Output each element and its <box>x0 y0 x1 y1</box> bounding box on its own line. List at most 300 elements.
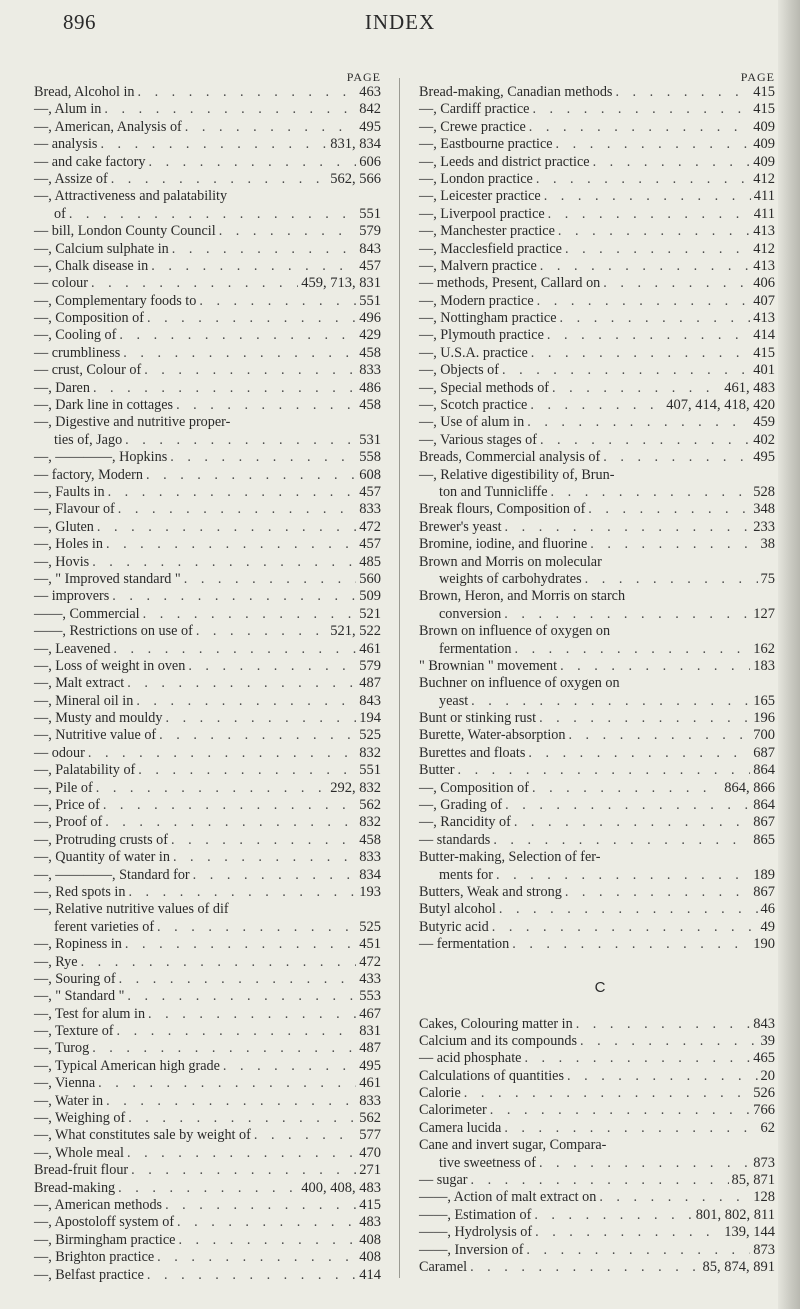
entry-term: —, U.S.A. practice <box>419 344 528 361</box>
leader-dots <box>165 1197 356 1214</box>
entry-term: —, Malvern practice <box>419 257 537 274</box>
leader-dots <box>69 206 356 223</box>
index-entry <box>34 380 381 397</box>
entry-term: " Brownian " movement <box>419 657 558 674</box>
leader-dots <box>560 658 750 675</box>
entry-page-ref: 46 <box>760 901 775 918</box>
entry-page-ref: 834 <box>359 866 381 883</box>
leader-dots <box>534 1207 692 1224</box>
entry-term: —, Macclesfield practice <box>419 240 562 257</box>
leader-dots <box>125 936 356 953</box>
index-entry <box>34 188 381 205</box>
index-entry <box>419 223 775 240</box>
entry-page-ref: 467 <box>359 1005 381 1022</box>
leader-dots <box>128 884 356 901</box>
entry-term: — analysis <box>34 136 98 153</box>
left-column <box>34 70 381 1284</box>
leader-dots <box>188 658 356 675</box>
entry-page-ref: 525 <box>359 918 381 935</box>
page-edge <box>778 0 800 1309</box>
index-entry <box>419 241 775 258</box>
index-entry <box>34 658 381 675</box>
leader-dots <box>172 241 356 258</box>
page-title: INDEX <box>364 10 436 34</box>
entry-term: — crust, Colour of <box>34 362 142 379</box>
entry-page-ref: 458 <box>359 831 381 848</box>
entry-term: —, Relative nutritive values of dif <box>34 901 229 918</box>
entry-term: —, Turog <box>34 1040 90 1057</box>
index-entry <box>419 1189 775 1206</box>
index-entry <box>34 1058 381 1075</box>
entry-page-ref: 38 <box>760 536 775 553</box>
entry-term: —, Composition of <box>34 310 144 327</box>
entry-page-ref: 39 <box>760 1032 775 1049</box>
entry-page-ref: 415 <box>753 101 775 118</box>
entry-page-ref: 411 <box>753 188 775 205</box>
entry-term: —, Dark line in cottages <box>34 397 174 414</box>
right-column <box>419 70 775 1276</box>
index-entry <box>34 345 381 362</box>
entry-page-ref: 407 <box>753 292 775 309</box>
index-entry <box>34 901 381 918</box>
entry-page-ref: 528 <box>753 483 775 500</box>
leader-dots <box>100 136 327 153</box>
entry-term: —, Gluten <box>34 518 94 535</box>
entry-term: —, Birmingham practice <box>34 1231 176 1248</box>
entry-term: —, Apostoloff system of <box>34 1214 175 1231</box>
entry-term: Burettes and floats <box>419 744 526 761</box>
leader-dots <box>185 119 356 136</box>
index-entry <box>419 432 775 449</box>
entry-page-ref: 496 <box>359 310 381 327</box>
entry-term: ments for <box>439 866 493 883</box>
index-entry <box>419 414 775 431</box>
entry-term: —, Price of <box>34 797 100 814</box>
entry-page-ref: 608 <box>359 466 381 483</box>
entry-term: —, Brighton practice <box>34 1249 155 1266</box>
entry-page-ref: 162 <box>753 640 775 657</box>
leader-dots <box>530 397 663 414</box>
entry-page-ref: 843 <box>359 240 381 257</box>
entry-term: —, Pile of <box>34 779 93 796</box>
leader-dots <box>593 154 751 171</box>
leader-dots <box>104 101 356 118</box>
entry-term: Bread-making, Canadian methods <box>419 84 613 100</box>
index-entry <box>419 154 775 171</box>
entry-term: —, Water in <box>34 1092 104 1109</box>
index-entry <box>419 797 775 814</box>
leader-dots <box>470 1172 728 1189</box>
entry-page-ref: 867 <box>753 814 775 831</box>
entry-term: —, Faults in <box>34 483 105 500</box>
entry-page-ref: 687 <box>753 744 775 761</box>
entry-page-ref: 525 <box>359 727 381 744</box>
entry-page-ref: 485 <box>359 553 381 570</box>
entry-term: —, Daren <box>34 379 90 396</box>
leader-dots <box>106 536 356 553</box>
entry-term: Calculations of quantities <box>419 1067 564 1084</box>
entry-page-ref: 832 <box>359 814 381 831</box>
leader-dots <box>514 814 750 831</box>
entry-page-ref: 495 <box>359 1057 381 1074</box>
index-entry <box>419 658 775 675</box>
entry-term: Burette, Water-absorption <box>419 727 566 744</box>
entry-term: —, Various stages of <box>419 431 537 448</box>
entry-page-ref: 562 <box>359 797 381 814</box>
index-entry <box>34 501 381 518</box>
entry-term: conversion <box>439 605 502 622</box>
entry-page-ref: 470 <box>359 1144 381 1161</box>
entry-term: Caramel <box>419 1259 468 1275</box>
entry-page-ref: 560 <box>359 570 381 587</box>
leader-dots <box>144 362 356 379</box>
index-entry <box>34 849 381 866</box>
entry-term: —, Ropiness in <box>34 936 122 953</box>
index-entry <box>419 188 775 205</box>
entry-term: —, Typical American high grade <box>34 1057 220 1074</box>
index-entry <box>34 571 381 588</box>
leader-dots <box>111 171 328 188</box>
index-entry <box>34 293 381 310</box>
entry-page-ref: 531 <box>359 431 381 448</box>
index-entry <box>419 641 775 658</box>
index-entry <box>419 310 775 327</box>
leader-dots <box>527 414 750 431</box>
leader-dots <box>464 1085 750 1102</box>
index-entry <box>34 519 381 536</box>
entry-page-ref: 562, 566 <box>330 170 381 187</box>
entry-term: yeast <box>439 692 469 709</box>
entry-term: — bill, London County Council <box>34 223 216 240</box>
index-entry <box>34 1214 381 1231</box>
entry-page-ref: 406 <box>753 275 775 292</box>
index-entry <box>34 693 381 710</box>
entry-term: — odour <box>34 744 85 761</box>
entry-term: ——, Commercial <box>34 605 140 622</box>
entry-term: —, Objects of <box>419 362 499 379</box>
entry-term: ——, Restrictions on use of <box>34 623 193 640</box>
entry-term: —, Leicester practice <box>419 188 541 205</box>
entry-term: —, American methods <box>34 1197 163 1213</box>
entry-term: —, " Improved standard " <box>34 570 181 587</box>
index-entry <box>419 258 775 275</box>
entry-term: —, Cardiff practice <box>419 101 530 118</box>
page-column-label: PAGE <box>740 70 775 84</box>
entry-term: —, Leavened <box>34 640 111 657</box>
leader-dots <box>528 745 750 762</box>
entry-term: —, Red spots in <box>34 883 126 900</box>
leader-dots <box>529 119 751 136</box>
entry-page-ref: 472 <box>359 518 381 535</box>
entry-term: —, Vienna <box>34 1075 96 1092</box>
entry-page-ref: 577 <box>359 1127 381 1144</box>
leader-dots <box>603 275 750 292</box>
leader-dots <box>147 1267 356 1284</box>
index-entry <box>34 641 381 658</box>
index-entry <box>34 223 381 240</box>
entry-page-ref: 459, 713, 831 <box>301 275 381 292</box>
entry-page-ref: 864, 866 <box>724 779 775 796</box>
entry-page-ref: 833 <box>359 1092 381 1109</box>
column-divider <box>399 78 400 1278</box>
index-entry <box>419 1033 775 1050</box>
leader-dots <box>585 571 758 588</box>
entry-page-ref: 415 <box>753 344 775 361</box>
entry-term: —, Hovis <box>34 553 90 570</box>
index-entry <box>34 101 381 118</box>
index-entry <box>34 936 381 953</box>
index-entry <box>34 258 381 275</box>
index-entry <box>34 797 381 814</box>
index-entry <box>34 1110 381 1127</box>
entry-term: —, Grading of <box>419 797 503 814</box>
entry-page-ref: 495 <box>359 118 381 135</box>
entry-page-ref: 486 <box>359 379 381 396</box>
index-entry <box>419 1207 775 1224</box>
index-entry <box>419 136 775 153</box>
index-entry <box>419 588 775 605</box>
index-entry <box>34 1267 381 1284</box>
leader-dots <box>128 1110 356 1127</box>
entry-term: —, Digestive and nutritive proper- <box>34 414 231 431</box>
entry-page-ref: 183 <box>753 657 775 674</box>
index-entry <box>419 710 775 727</box>
entry-term: —, Souring of <box>34 970 116 987</box>
leader-dots <box>106 1093 356 1110</box>
index-entry <box>419 1259 775 1276</box>
entry-term: —, Special methods of <box>419 379 550 396</box>
page-column-label: PAGE <box>346 70 381 84</box>
entry-term: —, Eastbourne practice <box>419 136 553 153</box>
leader-dots <box>580 1033 757 1050</box>
leader-dots <box>143 606 357 623</box>
leader-dots <box>502 362 750 379</box>
entry-page-ref: 49 <box>760 918 775 935</box>
entry-page-ref: 521 <box>359 605 381 622</box>
entry-page-ref: 402 <box>753 431 775 448</box>
entry-term: —, Crewe practice <box>419 118 526 135</box>
index-entry <box>34 554 381 571</box>
index-entry <box>419 762 775 779</box>
leader-dots <box>118 501 356 518</box>
entry-term: Butters, Weak and strong <box>419 883 562 900</box>
entry-page-ref: 165 <box>753 692 775 709</box>
leader-dots <box>146 467 356 484</box>
leader-dots <box>96 780 328 797</box>
index-entry <box>419 101 775 118</box>
entry-page-ref: 433 <box>359 970 381 987</box>
leader-dots <box>512 936 750 953</box>
entry-page-ref: 348 <box>753 501 775 518</box>
index-entry <box>34 623 381 640</box>
leader-dots <box>471 693 750 710</box>
index-entry <box>34 362 381 379</box>
entry-page-ref: 85, 871 <box>731 1172 775 1189</box>
leader-dots <box>540 432 750 449</box>
entry-page-ref: 20 <box>760 1067 775 1084</box>
entry-page-ref: 414 <box>753 327 775 344</box>
entry-term: Break flours, Composition of <box>419 501 586 518</box>
entry-page-ref: 801, 802, 811 <box>695 1206 775 1223</box>
leader-dots <box>499 901 758 918</box>
entry-page-ref: 413 <box>753 257 775 274</box>
entry-term: — crumbliness <box>34 344 121 361</box>
leader-dots <box>91 275 298 292</box>
entry-page-ref: 194 <box>359 710 381 727</box>
leader-dots <box>178 1232 356 1249</box>
leader-dots <box>590 536 757 553</box>
leader-dots <box>490 1102 750 1119</box>
leader-dots <box>493 832 750 849</box>
entry-term: Bread-making <box>34 1179 116 1196</box>
index-entry <box>419 780 775 797</box>
entry-page-ref: 551 <box>359 292 381 309</box>
index-entry <box>34 1197 381 1214</box>
entry-page-ref: 412 <box>753 170 775 187</box>
entry-term: —, American, Analysis of <box>34 118 182 135</box>
entry-term: —, Cooling of <box>34 327 117 344</box>
entry-page-ref: 457 <box>359 483 381 500</box>
index-entry <box>34 1180 381 1197</box>
index-entry <box>34 206 381 223</box>
leader-dots <box>548 206 751 223</box>
entry-page-ref: 409 <box>753 136 775 153</box>
entry-page-ref: 551 <box>359 205 381 222</box>
entry-term: Breads, Commercial analysis of <box>419 449 601 466</box>
index-entry <box>419 623 775 640</box>
entry-page-ref: 472 <box>359 953 381 970</box>
leader-dots <box>565 241 750 258</box>
index-entry <box>34 241 381 258</box>
entry-term: —, Rye <box>34 953 78 970</box>
index-entry <box>34 832 381 849</box>
entry-page-ref: 842 <box>359 101 381 118</box>
leader-dots <box>92 1040 356 1057</box>
leader-dots <box>540 258 750 275</box>
index-entry <box>34 954 381 971</box>
index-entry <box>419 693 775 710</box>
entry-page-ref: 401 <box>753 362 775 379</box>
entry-term: Cane and invert sugar, Compara- <box>419 1137 607 1154</box>
index-entry <box>419 345 775 362</box>
entry-page-ref: 408 <box>359 1249 381 1266</box>
index-entry <box>34 84 381 101</box>
leader-dots <box>603 449 750 466</box>
leader-dots <box>599 1189 750 1206</box>
index-entry <box>34 1145 381 1162</box>
leader-dots <box>535 1224 721 1241</box>
index-entry <box>34 171 381 188</box>
entry-page-ref: 766 <box>753 1102 775 1119</box>
entry-term: —, Leeds and district practice <box>419 153 590 170</box>
entry-term: —, Alum in <box>34 101 102 118</box>
entry-page-ref: 139, 144 <box>724 1224 775 1241</box>
leader-dots <box>157 1249 356 1266</box>
index-entry <box>419 727 775 744</box>
leader-dots <box>196 623 327 640</box>
index-entry <box>419 1016 775 1033</box>
leader-dots <box>131 1162 356 1179</box>
entry-page-ref: 190 <box>753 936 775 953</box>
leader-dots <box>123 345 356 362</box>
leader-dots <box>568 727 750 744</box>
entry-term: —, " Standard " <box>34 988 125 1005</box>
index-entry <box>419 884 775 901</box>
entry-page-ref: 412 <box>753 240 775 257</box>
index-entry <box>34 432 381 449</box>
leader-dots <box>97 519 356 536</box>
leader-dots <box>254 1127 356 1144</box>
entry-term: Camera lucida <box>419 1119 502 1136</box>
leader-dots <box>567 1068 758 1085</box>
index-entry <box>419 606 775 623</box>
entry-term: — sugar <box>419 1172 468 1189</box>
index-entry <box>419 327 775 344</box>
entry-page-ref: 457 <box>359 257 381 274</box>
entry-page-ref: 873 <box>753 1154 775 1171</box>
leader-dots <box>92 554 356 571</box>
section-letter: C <box>594 978 606 996</box>
index-entry <box>419 1224 775 1241</box>
leader-dots <box>173 849 356 866</box>
entry-term: —, Plymouth practice <box>419 327 544 344</box>
leader-dots <box>117 1023 357 1040</box>
entry-page-ref: 483 <box>359 1214 381 1231</box>
entry-term: —, Holes in <box>34 536 103 553</box>
index-entry <box>34 988 381 1005</box>
entry-page-ref: 865 <box>753 831 775 848</box>
entry-page-ref: 606 <box>359 153 381 170</box>
index-entry <box>34 397 381 414</box>
entry-term: —, Liverpool practice <box>419 205 545 222</box>
entry-term: ferent varieties of <box>54 918 155 935</box>
leader-dots <box>505 519 751 536</box>
entry-term: Bromine, iodine, and fluorine <box>419 536 588 553</box>
entry-term: Brown on influence of oxygen on <box>419 623 611 640</box>
entry-term: Brewer's yeast <box>419 518 502 535</box>
index-entry <box>34 1040 381 1057</box>
leader-dots <box>113 641 356 658</box>
entry-page-ref: 579 <box>359 657 381 674</box>
index-entry <box>419 1155 775 1172</box>
entry-term: —, Whole meal <box>34 1144 124 1161</box>
entry-term: Butyl alcohol <box>419 901 496 918</box>
leader-dots <box>496 867 750 884</box>
index-entry <box>419 397 775 414</box>
entry-term: —, Modern practice <box>419 292 534 309</box>
index-entry <box>419 867 775 884</box>
entry-term: —, ————, Standard for <box>34 866 190 883</box>
entry-page-ref: 85, 874, 891 <box>702 1259 775 1275</box>
entry-term: Bread-fruit flour <box>34 1162 129 1179</box>
entry-term: —, Calcium sulphate in <box>34 240 169 257</box>
leader-dots <box>148 1006 356 1023</box>
leader-dots <box>138 762 356 779</box>
leader-dots <box>544 188 751 205</box>
entry-term: —, What constitutes sale by weight of <box>34 1127 251 1144</box>
leader-dots <box>118 1180 298 1197</box>
index-entry <box>419 814 775 831</box>
entry-page-ref: 562 <box>359 1110 381 1127</box>
entry-page-ref: 833 <box>359 501 381 518</box>
entry-term: —, Malt extract <box>34 675 125 692</box>
index-entry <box>34 1249 381 1266</box>
leader-dots <box>125 432 356 449</box>
entry-term: —, Loss of weight in oven <box>34 657 186 674</box>
entry-term: — fermentation <box>419 936 510 953</box>
entry-term: —, Flavour of <box>34 501 115 518</box>
entry-page-ref: 127 <box>753 605 775 622</box>
